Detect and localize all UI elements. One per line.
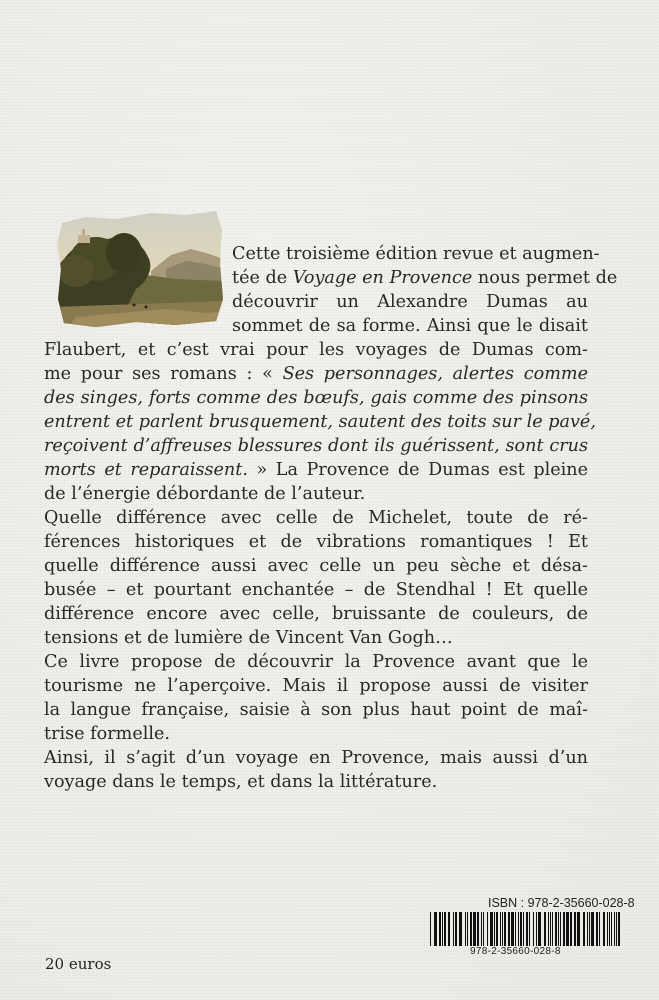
barcode-bar [583, 912, 585, 946]
text-line: trise formelle. [44, 724, 171, 744]
book-title: Voyage en Provence [292, 268, 473, 288]
barcode-bar [618, 912, 620, 946]
barcode-bar [548, 912, 549, 946]
barcode-bar [616, 912, 617, 946]
barcode-bar [473, 912, 476, 946]
barcode-bar [563, 912, 565, 946]
text-line: voyage dans le temps, et dans la littérature. [44, 772, 438, 792]
barcode-digits: 978-2-35660-028-8 [470, 946, 561, 957]
text-line: différence encore avec celle, bruissante de couleurs, de [44, 604, 588, 624]
quote-text: reçoivent d’affreuses blessures dont ils guérissent, sont crus [44, 436, 588, 456]
barcode-bar [518, 912, 519, 946]
barcode-bar [494, 912, 495, 946]
barcode-bar [490, 912, 493, 946]
barcode-bar [558, 912, 559, 946]
barcode-bar [459, 912, 462, 946]
barcode-bar [570, 912, 572, 946]
barcode-bar [609, 912, 610, 946]
barcode-bar [487, 912, 488, 946]
price-label: 20 euros [45, 955, 112, 973]
text-line [44, 434, 588, 458]
text-line: me pour ses romans : « Ses personnages, alertes comme [44, 364, 588, 384]
barcode-bar [467, 912, 468, 946]
text-line: Cette troisième édition revue et augmen- [232, 244, 600, 264]
barcode-bar [470, 912, 472, 946]
text-line: Ce livre propose de découvrir la Provence avant que le [44, 652, 588, 672]
barcode-bar [538, 912, 541, 946]
barcode-bar [574, 912, 576, 946]
barcode-bar [523, 912, 524, 946]
barcode-bar [508, 912, 510, 946]
barcode-bar [555, 912, 557, 946]
quote-text: morts et reparaissent. [44, 460, 248, 480]
text-line: morts et reparaissent. » La Provence de Dumas est pleine [44, 460, 589, 480]
text-line: férences historiques et de vibrations romantiques ! Et [44, 532, 588, 552]
quote-text: des singes, forts comme des bœufs, gais comme des pinsons [44, 388, 588, 408]
barcode-bar [520, 912, 522, 946]
barcode-bar [533, 912, 534, 946]
barcode-bar [552, 912, 553, 946]
barcode-bar [511, 912, 514, 946]
barcode-bar [614, 912, 615, 946]
barcode-bar [442, 912, 443, 946]
quote-text: entrent et parlent brusquement, sautent des toits sur le pavé, [44, 412, 596, 432]
barcode-bar [603, 912, 605, 946]
barcode-bar [483, 912, 484, 946]
barcode-bar [448, 912, 450, 946]
barcode-bar [550, 912, 551, 946]
barcode-bar [477, 912, 479, 946]
text-line [44, 410, 596, 434]
barcode-bar [434, 912, 437, 946]
barcode-bar [566, 912, 569, 946]
barcode-bar [529, 912, 530, 946]
barcode-bar [465, 912, 466, 946]
barcode-bar [496, 912, 498, 946]
isbn-label: ISBN : 978-2-35660-028-8 [488, 896, 635, 910]
barcode-bar [599, 912, 600, 946]
barcode-bar [502, 912, 503, 946]
barcode-bar [453, 912, 454, 946]
barcode-bar [504, 912, 506, 946]
text-line: quelle différence aussi avec celle un peu sèche et désa- [44, 556, 588, 576]
text-line: Ainsi, il s’agit d’un voyage en Provence, mais aussi d’un [44, 748, 588, 768]
barcode-bar [430, 912, 431, 946]
barcode-bar [560, 912, 561, 946]
barcode-bar [500, 912, 501, 946]
barcode-bar [481, 912, 482, 946]
text-line: la langue française, saisie à son plus haut point de maî- [44, 700, 588, 720]
text-line: tensions et de lumière de Vincent Van Gogh… [44, 628, 453, 648]
barcode-bar [587, 912, 588, 946]
text-line: tourisme ne l’aperçoive. Mais il propose aussi de visiter [44, 676, 588, 696]
barcode-bar [577, 912, 580, 946]
barcode-bar [591, 912, 594, 946]
text-line: tée de Voyage en Provence nous permet de [232, 268, 618, 288]
barcode-bar [455, 912, 457, 946]
barcode-bar [444, 912, 446, 946]
text-line: découvrir un Alexandre Dumas au [232, 292, 588, 312]
barcode-bar [607, 912, 608, 946]
barcode-bar [515, 912, 516, 946]
text-line: sommet de sa forme. Ainsi que le disait [232, 316, 588, 336]
back-cover-text [44, 242, 618, 794]
barcode-bar [536, 912, 537, 946]
text-line: Quelle différence avec celle de Michelet, toute de ré- [44, 508, 588, 528]
text-line: busée – et pourtant enchantée – de Stendhal ! Et quelle [44, 580, 588, 600]
ean13-barcode [430, 912, 622, 946]
text-line: de l’énergie débordante de l’auteur. [44, 484, 366, 504]
barcode-bar [544, 912, 546, 946]
barcode-bar [526, 912, 528, 946]
barcode-bar [611, 912, 612, 946]
barcode-bar [439, 912, 441, 946]
barcode-bar [596, 912, 598, 946]
text-line: Flaubert, et c’est vrai pour les voyages de Dumas com- [44, 340, 588, 360]
quote-text: Ses personnages, alertes comme [282, 364, 588, 384]
text-line [44, 386, 588, 410]
barcode-bar [589, 912, 590, 946]
